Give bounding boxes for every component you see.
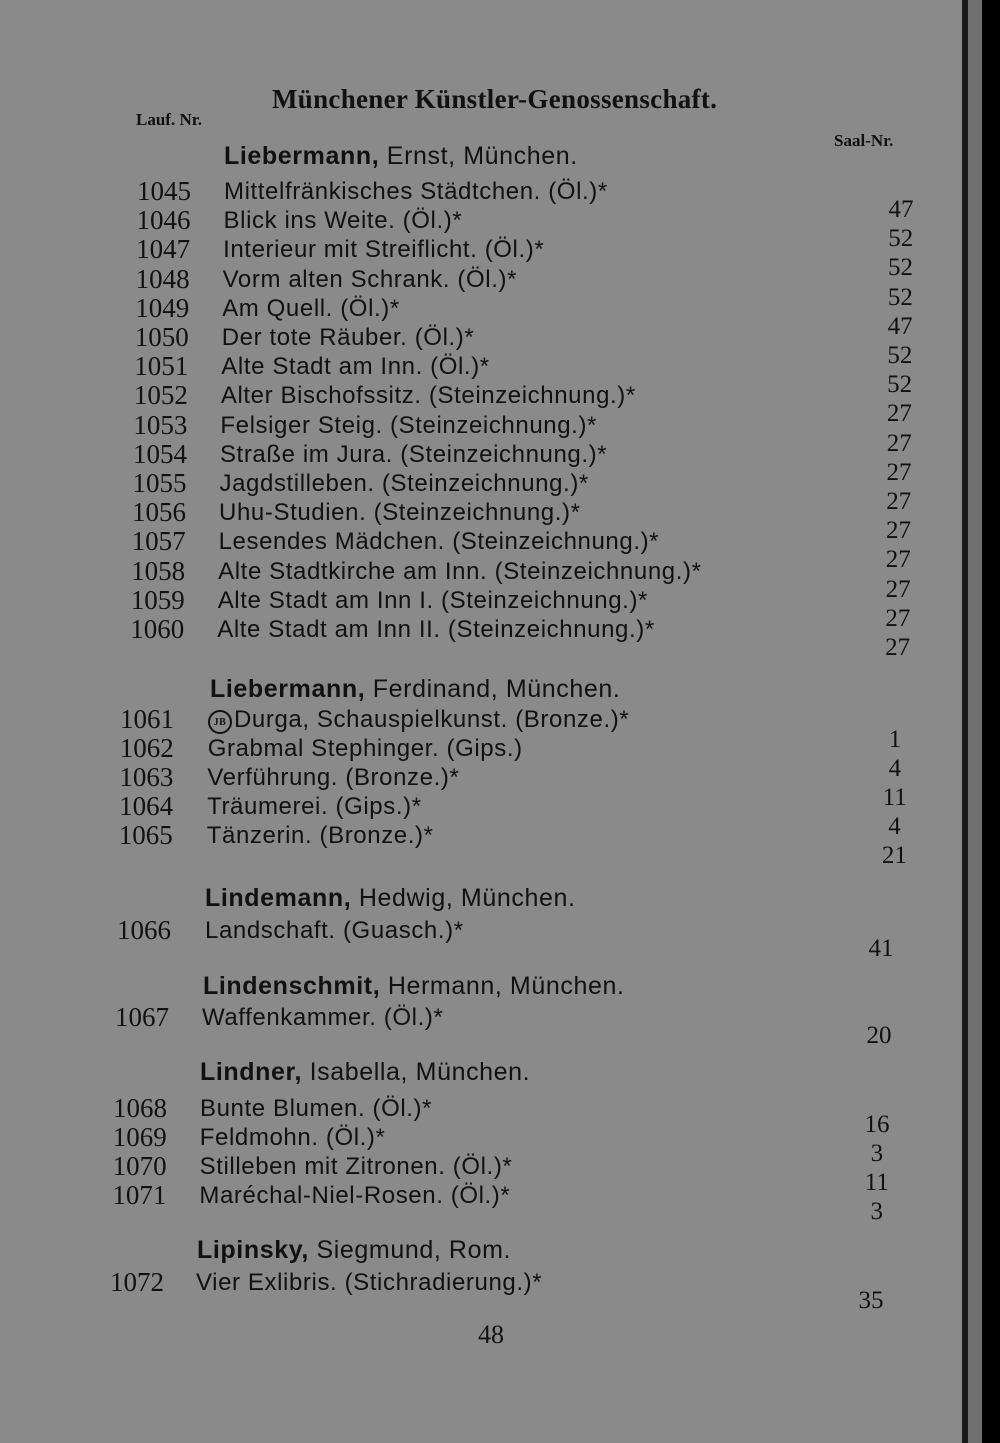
entry-title [217,616,655,644]
entry-room-number: 21 [881,842,907,869]
entry-title [202,1004,443,1032]
artist-surname: Lipinsky, [197,1236,309,1264]
entry-room-number: 27 [886,517,912,545]
entry-room-number: 52 [888,225,914,253]
entry-title [222,324,475,352]
entry-room-number: 27 [885,546,911,574]
entry-title-text: Am Quell. (Öl.)* [222,294,400,322]
entry-title-text: Interieur mit Streiflicht. (Öl.)* [223,236,545,264]
entry-room-number: 4 [888,755,902,782]
entry-number: 1067 [115,1002,169,1032]
entry-number: 1046 [136,205,191,236]
entry-number: 1051 [134,351,189,382]
entry-number: 1052 [133,380,188,411]
entry-room-number: 52 [887,283,913,311]
entry-title [223,236,544,264]
entry-title [196,1269,542,1297]
entry-title-text: Uhu-Studien. (Steinzeichnung.)* [219,499,581,527]
entry-number: 1054 [132,438,187,469]
entry-title-text: Waffenkammer. (Öl.)* [202,1004,444,1031]
entry-title-text: Vorm alten Schrank. (Öl.)* [222,265,518,293]
entry-title [207,822,434,850]
entry-title-text: Feldmohn. (Öl.)* [199,1124,386,1151]
entry-number: 1066 [117,915,171,945]
entry-title-text: Verführung. (Bronze.)* [207,764,460,791]
entry-title [223,266,517,294]
entry-title [208,706,629,734]
entry-title [200,1095,432,1123]
entry-title-text: Alte Stadtkirche am Inn. (Steinzeichnung.)* [218,557,702,585]
entry-number: 1047 [136,234,191,265]
entry-number: 1053 [133,409,188,440]
artist-surname: Lindenschmit, [203,972,381,1000]
artist-heading [205,884,576,913]
entry-room-number: 52 [887,342,913,369]
artist-name-place: Isabella, München. [309,1058,531,1086]
entry-title [224,207,463,235]
entry-number: 1069 [112,1122,167,1152]
artist-heading [224,142,578,171]
artist-surname: Liebermann, [224,142,380,170]
entry-title [205,917,464,945]
entry-room-number: 27 [886,488,912,515]
entry-number: 1060 [130,614,185,644]
artist-heading [203,972,625,1001]
entry-room-number: 47 [888,196,914,223]
entry-title-text: Tänzerin. (Bronze.)* [206,822,434,849]
entry-title [200,1153,513,1181]
entry-title-text: Durga, Schauspielkunst. (Bronze.)* [234,706,630,733]
entry-number: 1057 [131,526,186,557]
entry-title-text: Alte Stadt am Inn. (Öl.)* [221,353,490,381]
entry-room-number: 20 [866,1022,892,1049]
entry-title-text: Alte Stadt am Inn I. (Steinzeichnung.)* [217,586,648,614]
column-header-saal-nr: Saal-Nr. [834,131,894,150]
entry-title [207,764,459,792]
entry-title [224,178,608,206]
entry-number: 1061 [120,704,174,734]
entry-title [218,587,648,615]
entry-room-number: 27 [885,634,911,661]
entry-room-number: 27 [886,400,912,428]
catalog-title: Münchener Künstler-Genossenschaft. [272,84,718,114]
entry-number: 1049 [135,292,190,323]
artist-heading [200,1058,530,1087]
entry-title [220,441,607,469]
entry-number: 1071 [112,1180,167,1210]
artist-surname: Lindemann, [205,884,352,912]
entry-number: 1068 [113,1093,167,1123]
page-edge-shadow [968,0,982,1443]
entry-title [208,735,523,763]
entry-number: 1070 [112,1151,167,1181]
entry-title-text: Der tote Räuber. (Öl.)* [221,324,475,351]
entry-room-number: 47 [887,312,913,340]
entry-title-text: Jagdstilleben. (Steinzeichnung.)* [219,470,589,497]
page-number: 48 [478,1320,504,1349]
entry-room-number: 16 [864,1111,890,1138]
column-header-lauf-nr: Lauf. Nr. [136,110,202,129]
entry-number: 1059 [130,584,185,615]
entry-room-number: 27 [885,575,911,603]
entry-room-number: 11 [882,784,907,811]
artist-surname: Liebermann, [210,675,366,703]
entry-room-number: 11 [864,1169,889,1196]
entry-title-text: Bunte Blumen. (Öl.)* [200,1095,433,1122]
entry-room-number: 52 [888,254,914,282]
entry-room-number: 27 [886,458,912,486]
entry-number: 1065 [118,820,173,850]
monogram-mark-icon: JB [208,710,232,734]
entry-title [199,1182,510,1210]
entry-title-text: Alte Stadt am Inn II. (Steinzeichnung.)* [217,616,655,643]
entry-room-number: 27 [886,429,912,457]
artist-name-place: Ferdinand, München. [372,675,621,703]
entry-room-number: 3 [870,1140,884,1167]
entry-title-text: Mittelfränkisches Städtchen. (Öl.)* [224,178,608,205]
entry-title [219,528,660,556]
entry-number: 1058 [131,555,186,586]
entry-room-number: 52 [887,371,913,399]
entry-title [220,470,589,498]
entry-title [221,382,636,410]
entry-number: 1056 [132,497,187,528]
entry-title-text: Alter Bischofssitz. (Steinzeichnung.)* [220,382,636,410]
entry-title-text: Maréchal-Niel-Rosen. (Öl.)* [199,1182,511,1209]
entry-room-number: 1 [888,726,902,753]
entry-number: 1062 [119,733,174,763]
entry-title-text: Landschaft. (Guasch.)* [205,917,464,944]
entry-title-text: Blick ins Weite. (Öl.)* [223,207,463,235]
entry-title-text: Felsiger Steig. (Steinzeichnung.)* [220,411,597,439]
artist-name-place: Ernst, München. [386,142,578,170]
entry-title-text: Straße im Jura. (Steinzeichnung.)* [219,440,608,468]
entry-number: 1064 [119,791,174,821]
entry-number: 1063 [119,762,174,792]
entry-room-number: 3 [870,1198,883,1225]
entry-title-text: Träumerei. (Gips.)* [207,793,422,820]
entry-title-text: Vier Exlibris. (Stichradierung.)* [196,1269,543,1296]
artist-surname: Lindner, [200,1058,303,1086]
entry-room-number: 35 [858,1287,884,1314]
entry-room-number: 27 [885,604,911,632]
entry-title-text: Lesendes Mädchen. (Steinzeichnung.)* [218,528,660,556]
entry-number: 1072 [110,1267,164,1297]
entry-title-text: Stilleben mit Zitronen. (Öl.)* [199,1153,513,1180]
entry-title [219,499,580,527]
entry-title-text: Grabmal Stephinger. (Gips.) [207,735,523,762]
entry-room-number: 4 [888,813,901,840]
entry-title [207,793,422,821]
entry-number: 1055 [132,468,187,498]
entry-number: 1048 [135,263,190,294]
artist-name-place: Hedwig, München. [358,884,576,912]
artist-name-place: Hermann, München. [387,972,625,1000]
entry-number: 1045 [137,176,191,206]
entry-title [218,558,701,586]
entry-number: 1050 [134,322,189,352]
entry-title [222,295,400,323]
artist-heading [197,1236,511,1265]
entry-room-number: 41 [868,935,894,962]
artist-heading [210,675,620,704]
artist-name-place: Siegmund, Rom. [316,1236,512,1264]
entry-title [221,353,489,381]
entry-title [220,412,597,440]
entry-title [200,1124,386,1152]
